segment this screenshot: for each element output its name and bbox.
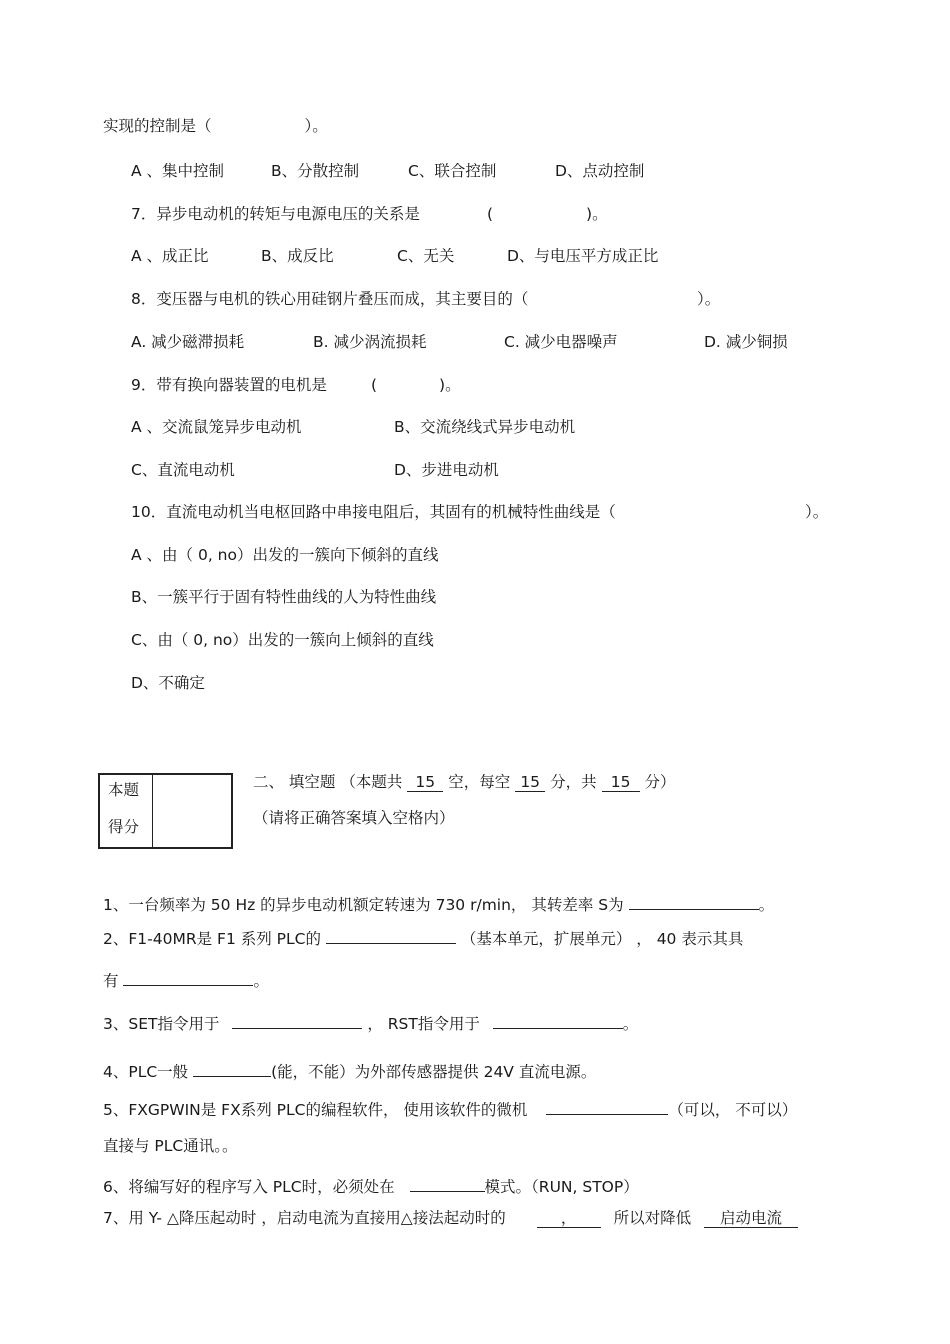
question-7-paren: ( )。	[487, 205, 608, 223]
fill-question-5-cont: 直接与 PLC通讯。。	[103, 1137, 238, 1155]
answer-blank[interactable]	[232, 1012, 362, 1029]
fill-3-text-b: ， RST指令用于	[367, 1015, 480, 1033]
answer-blank[interactable]	[629, 893, 759, 910]
option-d: D、点动控制	[555, 162, 645, 180]
fill-3-text-a: 3、SET指令用于	[103, 1015, 220, 1033]
question-7: 7．异步电动机的转矩与电源电压的关系是	[131, 205, 420, 223]
fill-question-6	[103, 1175, 639, 1197]
option-a: A 、集中控制	[131, 162, 225, 180]
option-d: D、与电压平方成正比	[507, 247, 659, 265]
section-title-b: 空，每空	[448, 773, 511, 791]
score-label-topic: 本题	[108, 781, 140, 799]
question-9: 9．带有换向器装置的电机是	[131, 376, 327, 394]
section-title-d: 分）	[644, 773, 676, 791]
option-c: C. 减少电器噪声	[504, 333, 618, 351]
fill-4-text-a: 4、PLC一般	[103, 1063, 189, 1081]
answer-blank[interactable]	[326, 927, 456, 944]
fill-2-end: 。	[253, 972, 269, 990]
section-note: （请将正确答案填入空格内）	[253, 809, 455, 827]
fill-5-text-b: （可以， 不可以）	[668, 1101, 798, 1119]
score-box	[98, 773, 233, 849]
fill-5-text-a: 5、FXGPWIN是 FX系列 PLC的编程软件， 使用该软件的微机	[103, 1101, 528, 1119]
answer-blank[interactable]	[546, 1098, 668, 1115]
option-d: D. 减少铜损	[704, 333, 788, 351]
question-10-paren: ）。	[805, 503, 829, 521]
answer-blank[interactable]	[410, 1175, 485, 1192]
fill-1-text: 1、一台频率为 50 Hz 的异步电动机额定转速为 730 r/min， 其转差率 S为	[103, 896, 624, 914]
fill-6-text-b: 模式。（RUN, STOP）	[484, 1178, 639, 1196]
answer-start-current: 启动电流	[704, 1209, 798, 1228]
fill-question-5	[103, 1098, 797, 1120]
option-a: A 、成正比	[131, 247, 209, 265]
fill-2-text-a: 2、F1-40MR是 F1 系列 PLC的	[103, 930, 321, 948]
option-b: B、一簇平行于固有特性曲线的人为特性曲线	[131, 588, 437, 606]
score-label-score: 得分	[108, 818, 140, 836]
section-title-a: 二、 填空题 （本题共	[253, 773, 403, 791]
question-8: 8．变压器与电机的铁心用硅钢片叠压而成，其主要目的（	[131, 290, 529, 308]
fill-2-text-b: （基本单元，扩展单元） ， 40 表示其具	[460, 930, 744, 948]
answer-blank[interactable]	[193, 1060, 271, 1077]
answer-blank[interactable]	[493, 1012, 623, 1029]
option-b: B、交流绕线式异步电动机	[394, 418, 576, 436]
option-a: A 、由（ 0, no）出发的一簇向下倾斜的直线	[131, 546, 439, 564]
option-d: D、步进电动机	[394, 461, 499, 479]
answer-blank[interactable]	[123, 969, 253, 986]
option-d: D、不确定	[131, 674, 205, 692]
question-10: 10．直流电动机当电枢回路中串接电阻后，其固有的机械特性曲线是（	[131, 503, 616, 521]
fill-7-text-b: 所以对降低	[613, 1209, 692, 1227]
option-b: B. 减少涡流损耗	[313, 333, 427, 351]
fill-6-text-a: 6、将编写好的程序写入 PLC时，必须处在	[103, 1178, 395, 1196]
option-a: A. 减少磁滞损耗	[131, 333, 245, 351]
option-a: A 、交流鼠笼异步电动机	[131, 418, 302, 436]
section-title-c: 分，共	[550, 773, 597, 791]
fill-question-7	[103, 1208, 798, 1228]
fill-question-1	[103, 893, 774, 915]
option-c: C、由（ 0, no）出发的一簇向上倾斜的直线	[131, 631, 434, 649]
section-title	[253, 772, 676, 792]
fill-4-text-b: (能，不能）为外部传感器提供 24V 直流电源。	[271, 1063, 597, 1081]
blank-per: 15	[515, 773, 545, 792]
question-8-paren: ）。	[697, 290, 721, 308]
option-c: C、无关	[397, 247, 455, 265]
fill-question-2	[103, 927, 743, 949]
option-c: C、联合控制	[408, 162, 497, 180]
blank-count: 15	[407, 773, 443, 792]
fill-3-end: 。	[622, 1015, 639, 1033]
fill-question-2-cont	[103, 969, 269, 991]
question-6-tail: 实现的控制是（ ）。	[103, 117, 328, 135]
fill-question-3	[103, 1012, 638, 1034]
fill-2-text-c: 有	[103, 972, 119, 990]
blank-total: 15	[602, 773, 640, 792]
fill-1-end: 。	[758, 896, 775, 914]
option-b: B、分散控制	[271, 162, 360, 180]
option-c: C、直流电动机	[131, 461, 235, 479]
answer-blank[interactable]: ，	[537, 1209, 601, 1228]
option-b: B、成反比	[261, 247, 334, 265]
fill-question-4	[103, 1060, 596, 1082]
fill-7-text-a: 7、用 Y- △降压起动时 ，启动电流为直接用△接法起动时的	[103, 1209, 506, 1227]
question-9-paren: ( )。	[371, 376, 461, 394]
